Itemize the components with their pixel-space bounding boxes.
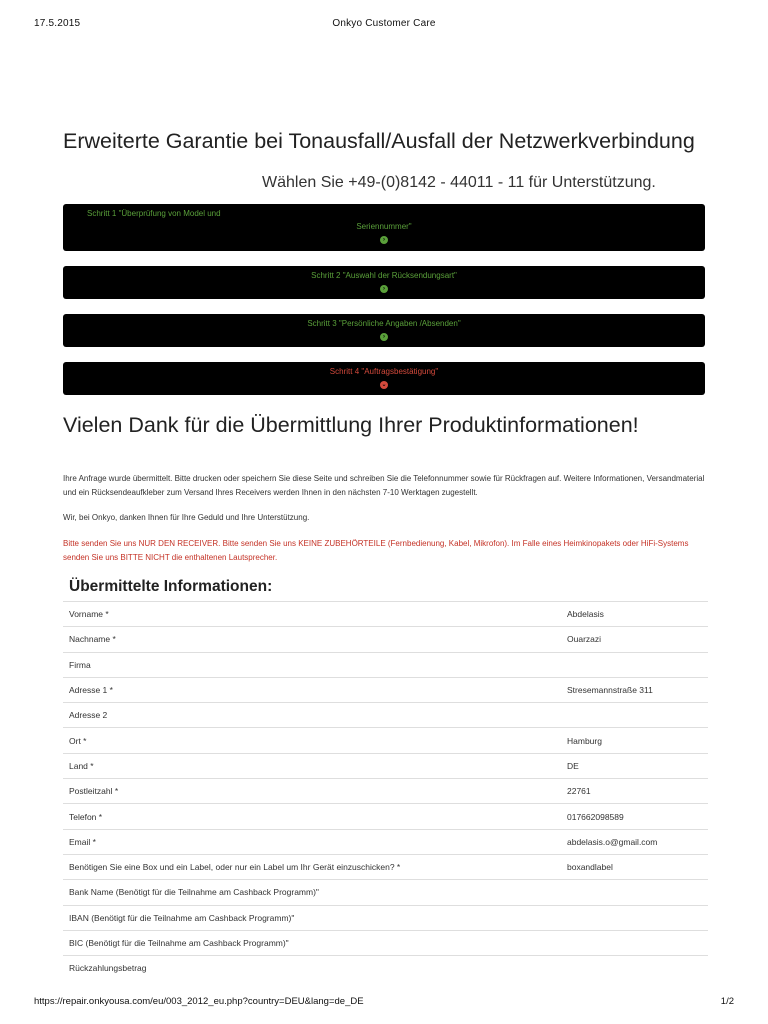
field-label: BIC (Benötigt für die Teilnahme am Cashback Programm)" [63, 930, 563, 955]
support-phone-line: Wählen Sie +49-(0)8142 - 44011 - 11 für Unterstützung. [262, 174, 656, 191]
field-label: Firma [63, 652, 563, 677]
field-value: boxandlabel [563, 854, 708, 879]
field-label: IBAN (Benötigt für die Teilnahme am Cashback Programm)" [63, 905, 563, 930]
step-3-chevron [63, 333, 705, 341]
field-value: DE [563, 753, 708, 778]
field-label: Rückzahlungsbetrag [63, 956, 563, 981]
field-label: Adresse 2 [63, 703, 563, 728]
step-2-panel[interactable] [63, 266, 705, 299]
field-label: Nachname * [63, 627, 563, 652]
field-label: Telefon * [63, 804, 563, 829]
field-value [563, 880, 708, 905]
field-label: Bank Name (Benötigt für die Teilnahme am Cashback Programm)" [63, 880, 563, 905]
table-row [63, 779, 708, 804]
table-row [63, 753, 708, 778]
step-2-label: Schritt 2 "Auswahl der Rücksendungsart" [311, 271, 457, 280]
chevron-circle-right-icon: › [380, 333, 388, 341]
field-value: Hamburg [563, 728, 708, 753]
field-value [563, 905, 708, 930]
submitted-info-title: Übermittelte Informationen: [69, 578, 273, 595]
table-row [63, 602, 708, 627]
field-value: Abdelasis [563, 602, 708, 627]
field-value: 017662098589 [563, 804, 708, 829]
submitted-info-table [63, 601, 708, 980]
field-value [563, 703, 708, 728]
step-3-panel[interactable] [63, 314, 705, 347]
field-label: Postleitzahl * [63, 779, 563, 804]
confirmation-text: Ihre Anfrage wurde übermittelt. Bitte drucken oder speichern Sie diese Seite und schreiben Sie die Telefonnummer sowie für Rückfragen auf. Weitere Informationen, Versandmaterial und ein Rücksendeaufkleber zum Versand Ihres Receivers werden Ihnen in den nächsten 7-10 Werktagen zugestellt. [63, 474, 705, 497]
step-1-panel[interactable] [63, 204, 705, 251]
field-value [563, 930, 708, 955]
step-4-panel[interactable] [63, 362, 705, 395]
field-value [563, 652, 708, 677]
field-label: Benötigen Sie eine Box und ein Label, oder nur ein Label um Ihr Gerät einzuschicken? * [63, 854, 563, 879]
table-row [63, 854, 708, 879]
step-3-label: Schritt 3 "Persönliche Angaben /Absenden" [307, 319, 461, 328]
table-row [63, 829, 708, 854]
table-row [63, 627, 708, 652]
table-row [63, 804, 708, 829]
table-row [63, 728, 708, 753]
field-label: Ort * [63, 728, 563, 753]
table-row [63, 956, 708, 981]
step-4-chevron [63, 381, 705, 389]
field-label: Vorname * [63, 602, 563, 627]
chevron-circle-down-icon: ⌄ [381, 382, 387, 388]
table-row [63, 652, 708, 677]
field-value: Ouarzazi [563, 627, 708, 652]
table-row [63, 905, 708, 930]
shipping-warning: Bitte senden Sie uns NUR DEN RECEIVER. Bitte senden Sie uns KEINE ZUBEHÖRTEILE (Fernbedienung, Kabel, Mikrofon). Im Falle eines Heimkinopakets oder HiFi-Systems senden Sie uns BITTE NICHT die enthaltenen Lautsprecher. [63, 539, 689, 562]
step-2-chevron [63, 285, 705, 293]
field-label: Email * [63, 829, 563, 854]
field-label: Adresse 1 * [63, 677, 563, 702]
field-value: abdelasis.o@gmail.com [563, 829, 708, 854]
table-row [63, 930, 708, 955]
step-1-chevron [63, 236, 705, 244]
step-1-label-line2: Seriennummer" [356, 222, 412, 231]
confirmation-heading: Vielen Dank für die Übermittlung Ihrer Produktinformationen! [63, 413, 639, 437]
field-value: Stresemannstraße 311 [563, 677, 708, 702]
print-page-title: Onkyo Customer Care [332, 18, 436, 29]
table-row [63, 677, 708, 702]
chevron-circle-right-icon: › [380, 285, 388, 293]
table-row [63, 880, 708, 905]
table-row [63, 703, 708, 728]
print-date: 17.5.2015 [34, 18, 81, 29]
field-value: 22761 [563, 779, 708, 804]
field-value [563, 956, 708, 981]
step-1-label-line1: Schritt 1 "Überprüfung von Model und [87, 209, 221, 218]
step-4-label: Schritt 4 "Auftragsbestätigung" [329, 367, 439, 376]
thanks-text: Wir, bei Onkyo, danken Ihnen für Ihre Geduld und Ihre Unterstützung. [63, 513, 310, 522]
print-url[interactable]: https://repair.onkyousa.com/eu/003_2012_eu.php?country=DEU&lang=de_DE [34, 996, 364, 1007]
chevron-circle-right-icon: › [380, 236, 388, 244]
print-page-number: 1/2 [720, 996, 734, 1007]
page-heading: Erweiterte Garantie bei Tonausfall/Ausfall der Netzwerkverbindung [63, 129, 695, 153]
field-label: Land * [63, 753, 563, 778]
